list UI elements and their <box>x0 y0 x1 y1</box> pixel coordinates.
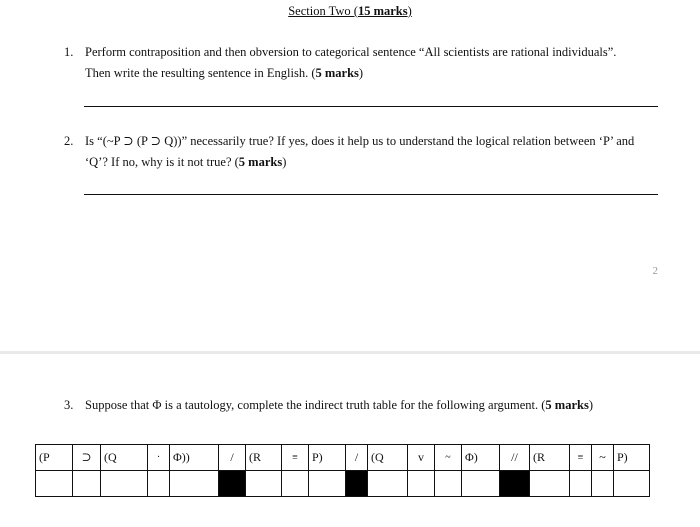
indirect-truth-table <box>35 444 650 497</box>
truth-table-filled-cell <box>346 471 368 497</box>
truth-table-filled-cell <box>219 471 246 497</box>
question-number: 1. <box>64 45 74 59</box>
truth-table-answer-cell[interactable] <box>462 471 500 497</box>
truth-table-header-cell: (Q <box>101 445 148 471</box>
truth-table-header-cell: // <box>500 445 530 471</box>
question-number: 2. <box>64 134 74 148</box>
answer-line-2[interactable] <box>84 194 658 195</box>
truth-table-header-cell: (Q <box>368 445 408 471</box>
truth-table-header-cell: / <box>219 445 246 471</box>
page-two <box>0 354 700 527</box>
truth-table-header-cell: Φ)) <box>170 445 219 471</box>
truth-table-answer-cell[interactable] <box>570 471 592 497</box>
truth-table-answer-cell[interactable] <box>592 471 614 497</box>
answer-line-1[interactable] <box>84 106 658 107</box>
page-number: 2 <box>652 265 658 277</box>
question-text: Suppose that Φ is a tautology, complete the indirect truth table for the following argument. (5 marks) <box>85 398 593 412</box>
truth-table-header-cell: P) <box>614 445 650 471</box>
truth-table-header-cell: ≡ <box>282 445 309 471</box>
truth-table-header-cell: ≡ <box>570 445 592 471</box>
question-number: 3. <box>64 398 74 412</box>
truth-table-filled-cell <box>500 471 530 497</box>
truth-table-answer-cell[interactable] <box>282 471 309 497</box>
truth-table-header-cell: (R <box>246 445 282 471</box>
truth-table-answer-cell[interactable] <box>435 471 462 497</box>
truth-table-header-cell: ~ <box>592 445 614 471</box>
truth-table-answer-cell[interactable] <box>614 471 650 497</box>
truth-table-header-cell: (R <box>530 445 570 471</box>
truth-table-header-cell: / <box>346 445 368 471</box>
truth-table-answer-row <box>36 471 650 497</box>
truth-table-answer-cell[interactable] <box>36 471 73 497</box>
question-text: Is “(~P ⊃ (P ⊃ Q))” necessarily true? If yes, does it help us to understand the logical relation between ‘P’ and ‘Q’? If no, why is it not true? (5 marks) <box>85 134 635 169</box>
truth-table-answer-cell[interactable] <box>368 471 408 497</box>
section-heading: Section Two (15 marks) <box>288 4 412 18</box>
truth-table-answer-cell[interactable] <box>148 471 170 497</box>
truth-table-header-cell: ~ <box>435 445 462 471</box>
truth-table-answer-cell[interactable] <box>73 471 101 497</box>
truth-table-answer-cell[interactable] <box>170 471 219 497</box>
truth-table-answer-cell[interactable] <box>101 471 148 497</box>
truth-table-answer-cell[interactable] <box>246 471 282 497</box>
truth-table-header-cell: ⊃ <box>73 445 101 471</box>
truth-table-header-cell: P) <box>309 445 346 471</box>
truth-table-answer-cell[interactable] <box>530 471 570 497</box>
truth-table-header-cell: v <box>408 445 435 471</box>
truth-table-answer-cell[interactable] <box>408 471 435 497</box>
truth-table-header-cell: (P <box>36 445 73 471</box>
truth-table-header-cell: Φ) <box>462 445 500 471</box>
truth-table-answer-cell[interactable] <box>309 471 346 497</box>
question-text: Perform contraposition and then obversion to categorical sentence “All scientists are rational individuals”. Then write the resulting sentence in English. (5 marks) <box>85 45 617 80</box>
truth-table-header-row <box>36 445 650 471</box>
truth-table-header-cell: · <box>148 445 170 471</box>
